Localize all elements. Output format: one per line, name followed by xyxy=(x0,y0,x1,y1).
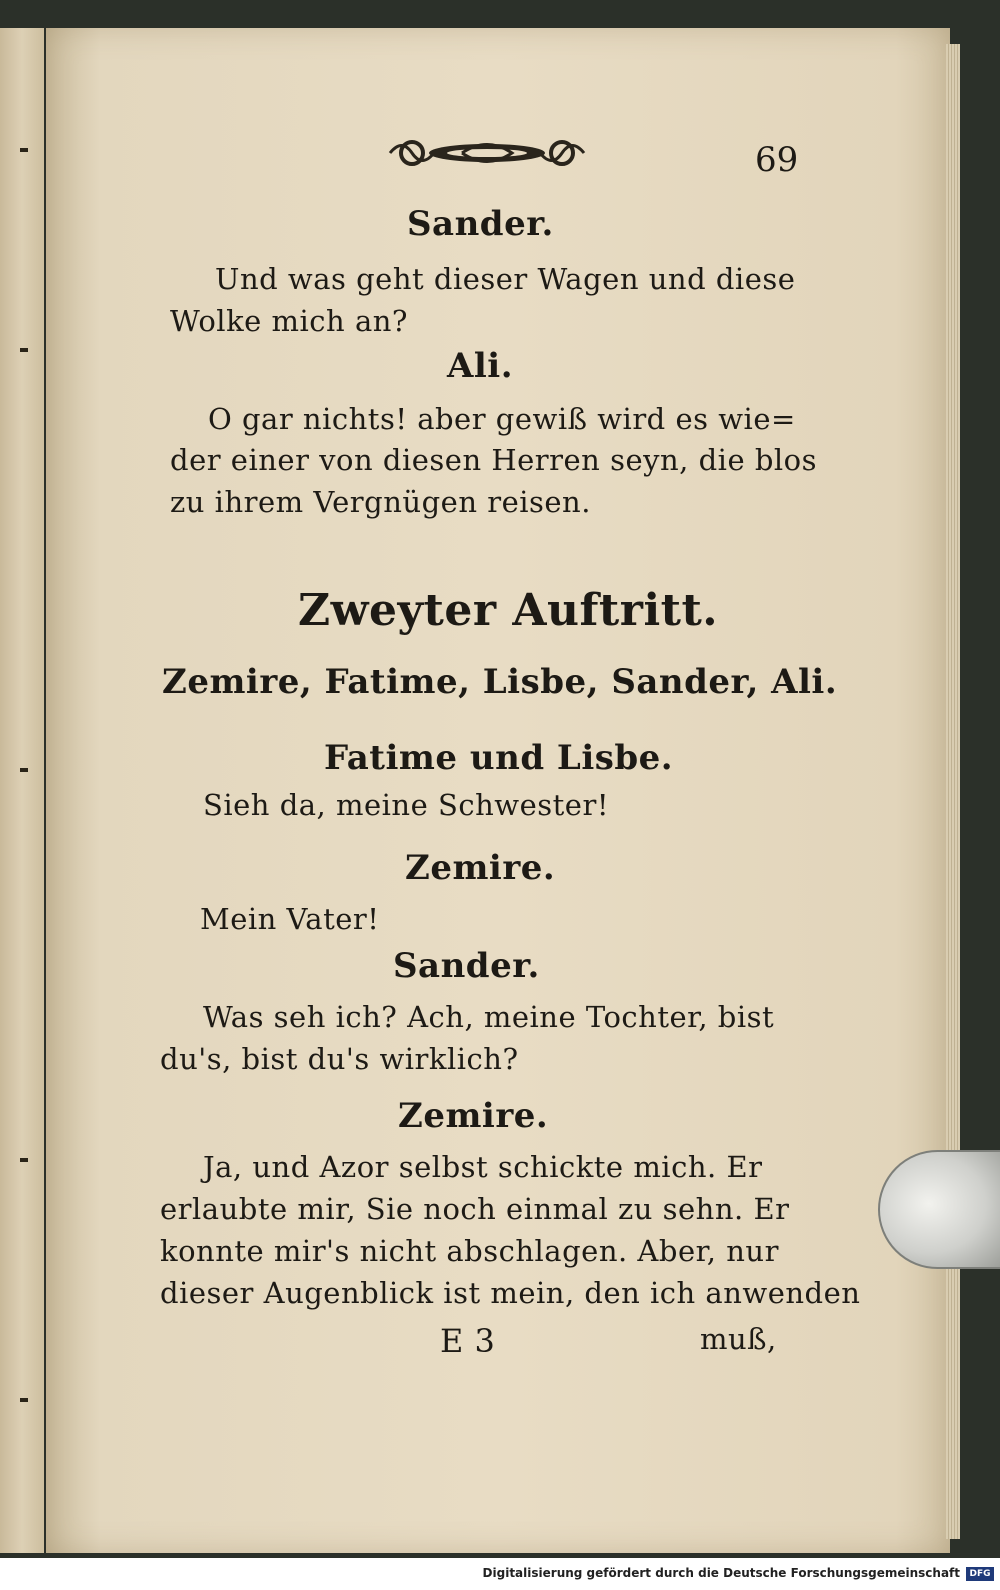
footer-bar xyxy=(0,1558,1000,1590)
speaker-heading: Zemire. xyxy=(405,848,556,888)
ornament-icon xyxy=(382,136,592,170)
speaker-heading: Ali. xyxy=(447,346,514,386)
text-line: konnte mir's nicht abschlagen. Aber, nur xyxy=(160,1234,779,1268)
text-line: Wolke mich an? xyxy=(170,304,408,338)
dfg-logo-icon[interactable]: DFG xyxy=(966,1567,994,1581)
text-line: erlaubte mir, Sie noch einmal zu sehn. Er xyxy=(160,1192,790,1226)
scene-heading: Zweyter Auftritt. xyxy=(298,585,719,636)
text-line: der einer von diesen Herren seyn, die blos xyxy=(170,443,818,477)
page-mark xyxy=(20,1398,28,1402)
page-clip xyxy=(878,1150,1000,1269)
text-line: Mein Vater! xyxy=(200,902,380,936)
text-line: Was seh ich? Ach, meine Tochter, bist xyxy=(203,1000,775,1034)
page-number: 69 xyxy=(755,140,799,180)
text-line: Sieh da, meine Schwester! xyxy=(203,788,609,822)
page-mark xyxy=(20,348,28,352)
page-mark xyxy=(20,768,28,772)
cast-list: Zemire, Fatime, Lisbe, Sander, Ali. xyxy=(162,662,838,702)
signature-mark: E 3 xyxy=(440,1322,496,1360)
text-line: Ja, und Azor selbst schickte mich. Er xyxy=(203,1150,763,1184)
text-line: O gar nichts! aber gewiß wird es wie= xyxy=(208,402,796,436)
page-stack-edge xyxy=(946,44,960,1539)
left-page-edge xyxy=(0,28,44,1553)
catchword: muß, xyxy=(700,1322,777,1356)
speaker-heading: Zemire. xyxy=(398,1096,549,1136)
speaker-heading: Sander. xyxy=(393,946,540,986)
funding-credit: Digitalisierung gefördert durch die Deutsche Forschungsgemeinschaft xyxy=(482,1566,960,1580)
text-line: Und was geht dieser Wagen und diese xyxy=(215,262,796,296)
text-line: zu ihrem Vergnügen reisen. xyxy=(170,485,591,519)
text-line: du's, bist du's wirklich? xyxy=(160,1042,519,1076)
text-line: dieser Augenblick ist mein, den ich anwenden xyxy=(160,1276,861,1310)
page-mark xyxy=(20,148,28,152)
speaker-heading: Sander. xyxy=(407,204,554,244)
speaker-heading: Fatime und Lisbe. xyxy=(324,738,674,778)
page-mark xyxy=(20,1158,28,1162)
